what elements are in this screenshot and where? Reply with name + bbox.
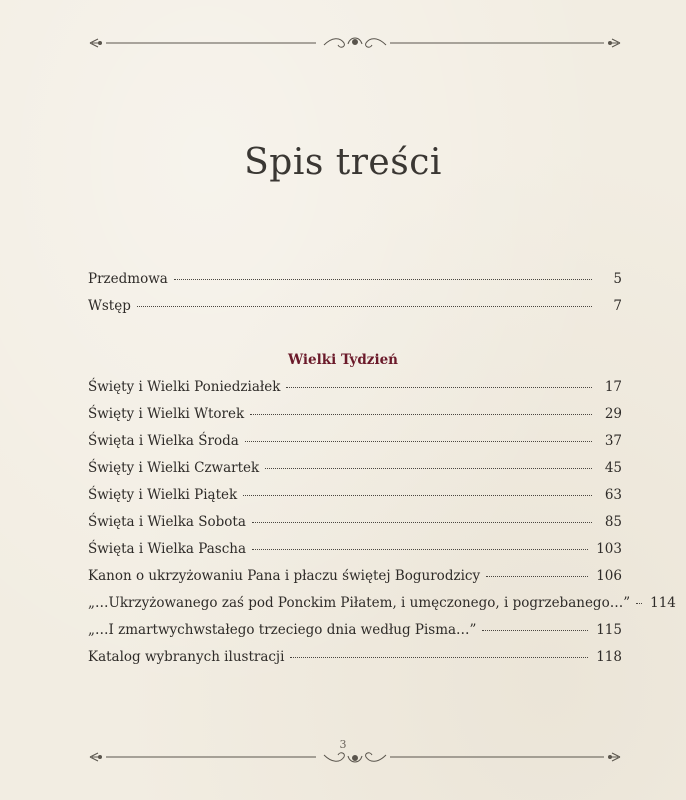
toc-entry[interactable] (88, 622, 622, 649)
toc-entry-label: Katalog wybranych ilustracji (88, 649, 285, 665)
toc-entry[interactable] (88, 406, 622, 433)
page-number: 3 (339, 738, 347, 751)
toc-entry-page: 7 (613, 298, 622, 314)
section-heading: Wielki Tydzień (288, 352, 398, 368)
dot-leader (290, 657, 588, 658)
dot-leader (252, 549, 588, 550)
toc-entry-label: Kanon o ukrzyżowaniu Pana i płaczu świętej Bogurodzicy (88, 568, 481, 584)
toc-entry-label: „…Ukrzyżowanego zaś pod Ponckim Piłatem, i umęczonego, i pogrzebanego…” (88, 595, 631, 611)
dot-leader (245, 441, 592, 442)
toc-entry-page: 45 (604, 460, 622, 476)
toc-entry-page: 29 (604, 406, 622, 422)
toc-entry[interactable] (88, 487, 622, 514)
toc-entry[interactable] (88, 433, 622, 460)
bottom-ornament (88, 747, 622, 767)
toc-entry[interactable] (88, 271, 622, 298)
toc-entry-page: 115 (596, 622, 622, 638)
toc-entry[interactable] (88, 379, 622, 406)
dot-leader (250, 414, 592, 415)
dot-leader (137, 306, 592, 307)
top-ornament (88, 33, 622, 53)
dot-leader (482, 630, 588, 631)
toc-entry[interactable] (88, 541, 622, 568)
toc-entry[interactable] (88, 649, 622, 676)
toc-entry-label: Wstęp (88, 298, 131, 314)
toc-entry-page: 17 (604, 379, 622, 395)
dot-leader (636, 603, 642, 604)
toc-entry-label: Święta i Wielka Sobota (88, 514, 246, 530)
toc-entry-page: 5 (613, 271, 622, 287)
toc-entry-label: Święty i Wielki Piątek (88, 487, 238, 503)
toc-intro-list (88, 271, 622, 325)
toc-entry-page: 106 (596, 568, 622, 584)
dot-leader (265, 468, 592, 469)
flourish-divider-icon (88, 33, 622, 53)
toc-entry-page: 114 (650, 595, 676, 611)
dot-leader (252, 522, 592, 523)
toc-entry-label: Święta i Wielka Środa (88, 433, 239, 449)
toc-entry-label: Przedmowa (88, 271, 168, 287)
toc-entry-label: Święty i Wielki Wtorek (88, 406, 245, 422)
toc-entry[interactable] (88, 514, 622, 541)
toc-entry-page: 103 (596, 541, 622, 557)
page-title: Spis treści (244, 142, 442, 183)
dot-leader (486, 576, 588, 577)
toc-entry[interactable] (88, 460, 622, 487)
toc-entry-page: 63 (604, 487, 622, 503)
toc-entry-label: „…I zmartwychwstałego trzeciego dnia według Pisma…” (88, 622, 477, 638)
toc-entry[interactable] (88, 595, 676, 622)
toc-entry-page: 118 (596, 649, 622, 665)
flourish-divider-icon (88, 747, 622, 767)
dot-leader (243, 495, 592, 496)
dot-leader (174, 279, 592, 280)
toc-entry[interactable] (88, 568, 622, 595)
toc-entry-label: Święty i Wielki Poniedziałek (88, 379, 281, 395)
toc-entry-label: Święta i Wielka Pascha (88, 541, 247, 557)
toc-section-list (88, 379, 676, 676)
toc-entry-page: 37 (604, 433, 622, 449)
toc-entry[interactable] (88, 298, 622, 325)
toc-entry-label: Święty i Wielki Czwartek (88, 460, 260, 476)
toc-entry-page: 85 (604, 514, 622, 530)
dot-leader (286, 387, 592, 388)
